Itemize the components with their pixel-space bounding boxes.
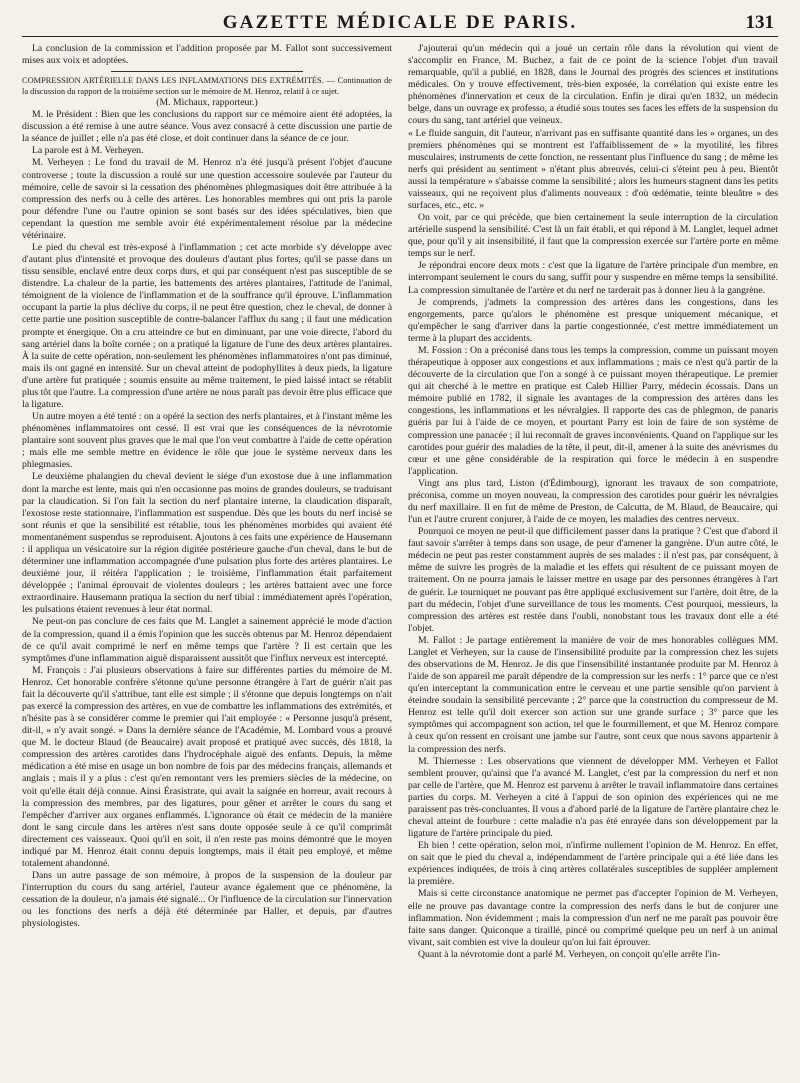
paragraph: Le deuxième phalangien du cheval devient le siége d'un exostose due à une inflammation dont la marche est lente, mais qui n'en occasionne pas moins de grandes douleurs, se traduisant par la claudication. Si l'on fait la section du nerf plantaire interne, la claudication disparaît, l'exostose reste stationnaire, l'inflammation est suspendue. Dès que les bouts du nerf incisé se sont réunis et que la sensibilité est rétablie, tous les phénomènes morbides qui avaient été momentanément suspendus se reproduisent. Ajoutons à ces faits une expérience de Hausemann : il appliqua un vésicatoire sur la région digitée postérieure gauche d'un cheval, dans le but de déterminer une inflammation accompagnée d'une pulsation plus forte des artères plantaires. Le deuxième jour, il réitéra l'application ; le troisième, l'inflammation était parfaitement développée ; l'animal éprouvait de violentes douleurs ; les artères battaient avec une force extraordinaire. Hausemann pratiqua la section du nerf tibial : immédiatement après l'opération, les pulsations étaient revenues à leur état normal.: [22, 471, 392, 616]
divider: [111, 71, 303, 72]
paragraph: Je comprends, j'admets la compression des artères dans les congestions, dans les engorgements, parce qu'alors le phénomène est presque uniquement mécanique, et qu'empêcher le sang d'arriver dans la partie congestionnée, c'est mettre immédiatement un terme à la plupart des accidents.: [408, 296, 778, 344]
left-column: [22, 43, 392, 961]
paragraph: Le pied du cheval est très-exposé à l'inflammation ; cet acte morbide s'y développe avec d'autant plus d'intensité et provoque des douleurs d'autant plus fortes, qu'il se passe dans un tissu sensible, enclavé entre deux corps durs, et qui par conséquent n'est pas susceptible de se distendre. La chaleur de la partie, les battements des artères plantaires, l'attitude de l'animal, témoignent de la violence de l'inflammation et de la souffrance qu'il éprouve. L'inflammation occupant la partie la plus déclive du corps, il ne peut être question, chez le cheval, de donner à cette partie une position susceptible de contre-balancer l'afflux du sang ; il faut une médication prompte et énergique. On a cru atteindre ce but en diminuant, par une voie directe, l'abord du sang artériel dans la boîte cornée ; on a pratiqué la ligature de l'une des deux artères plantaires. À la suite de cette opération, non-seulement les phénomènes inflammatoires n'ont pas diminué, mais ils ont gagné en intensité. Sur un cheval atteint de podophyllites à deux pieds, la ligature d'une artère fut pratiquée ; soumis ensuite au même traitement, le pied laissé intact se rétablit plus tôt que l'autre. La compression d'une artère ne nous paraît pas devoir être plus efficace que la ligature.: [22, 242, 392, 411]
paragraph: Quant à la névrotomie dont a parlé M. Verheyen, on conçoit qu'elle arrête l'in-: [418, 948, 721, 960]
paragraph: La conclusion de la commission et l'addition proposée par M. Fallot sont successivement mises aux voix et adoptées.: [22, 43, 392, 67]
quotation: [408, 128, 778, 213]
paragraph: Vingt ans plus tard, Liston (d'Édimbourg), ignorant les travaux de son compatriote, préconisa, comme un moyen nouveau, la compression des carotides pour guérir les névralgies du nerf maxillaire. Il en fut de même de Preston, de Calcutta, de M. Blaud, de Beaucaire, qui l'un et l'autre crurent conjurer, à l'aide de ce moyen, les maladies des centres nerveux.: [408, 477, 778, 526]
paragraph: Ne peut-on pas conclure de ces faits que M. Langlet a sainement apprécié le mode d'action de la compression, quand il a émis l'opinion que les succès obtenus par M. Henroz dépendaient de ce qu'il avait comprimé le nerf en même temps que l'artère ? Il est certain que les symptômes d'une inflammation aiguë disparaissent aussitôt que l'influx nerveux est intercepté.: [22, 616, 392, 664]
paragraph: On voit, par ce qui précède, que bien certainement la seule interruption de la circulation artérielle suspend la sensibilité. C'est là un fait établi, et qui répond à M. Langlet, lequel admet que, pour qu'il y ait insensibilité, il faut que la compression exercée sur l'artère porte en même temps sur le nerf.: [408, 212, 778, 260]
right-column: [408, 43, 778, 961]
page-number: 131: [745, 12, 774, 33]
paragraph: M. Fossion : On a préconisé dans tous les temps la compression, comme un puissant moyen thérapeutique à opposer aux congestions et aux inflammations ; mais ce n'est qu'à partir de la découverte de la circulation que l'on a songé à ce puissant moyen thérapeutique. Le premier qui ait cherché à le mettre en pratique est Caleb Hillier Parry, médecin écossais. Dans un mémoire publié en 1782, il signale les avantages de la compression des artères dans les congestions, les inflammations et les névralgies. Il rapporte des cas de phlegmon, de panaris guéris par lui à l'aide de ce moyen, et pourtant Parry est loin de faire de son système de compression une panacée ; il lui reconnaît de graves inconvénients. Quand on l'applique sur les carotides pour guérir des maladies de la tête, il peut, dit-il, amener à la suite des anévrismes du cœur et une gêne considérable de la respiration qui force le médecin à en suspendre l'application.: [408, 344, 778, 477]
paragraph: M. Verheyen : Le fond du travail de M. Henroz n'a été jusqu'à présent l'objet d'aucune controverse ; toute la discussion a roulé sur une question accessoire soulevée par l'auteur du mémoire, celle de savoir si la cessation des phénomènes phlegmasiques doit être attribuée à la compression des nerfs ou à celle des artères. Les honorables membres qui ont pris la parole pour défendre l'une ou l'autre opinion se sont basés sur des idées spéculatives, bien que cependant la question me semble avoir été expérimentalement résolue par la médecine vétérinaire.: [22, 157, 392, 241]
text-columns: [22, 43, 778, 961]
paragraph: M. Thiernesse : Les observations que viennent de développer MM. Verheyen et Fallot semblent prouver, qu'ainsi que l'a avancé M. Langlet, c'est par la compression du nerf et non par celle de l'artère, que M. Henroz est parvenu à arrêter le travail inflammatoire dans certaines parties du corps. M. Verheyen a cité à l'appui de son opinion des expériences qui ne me paraissent pas très-concluantes. Il vous a d'abord parlé de la ligature de l'artère plantaire chez le cheval atteint de fourbure : cette maladie n'a pas été enrayée dans son développement par la ligature de l'artère principale du pied.: [408, 755, 778, 840]
paragraph: Un autre moyen a été tenté : on a opéré la section des nerfs plantaires, et à l'instant même les phénomènes inflammatoires ont cessé. Il est vrai que les conséquences de la névrotomie plantaire sont souvent plus graves que le mal que l'on veut combattre à l'aide de cette opération ; mais elle me semble mettre en évidence le rôle que joue le système nerveux dans les phlegmasies.: [22, 411, 392, 471]
section-heading: COMPRESSION ARTÉRIELLE DANS LES INFLAMMATIONS DES EXTRÉMITÉS. — Continuation de la discussion du rapport de la troisième section sur le mémoire de M. Henroz, relatif à ce sujet.: [22, 76, 392, 96]
paragraph: Mais si cette circonstance anatomique ne permet pas d'accepter l'opinion de M. Verheyen, elle ne prouve pas davantage contre la compression des nerfs dans le but de conjurer une inflammation. Non évidemment ; mais la compression d'un nerf ne me paraît pas pouvoir être faite sans danger. Quiconque a tiraillé, pincé ou comprimé quelque peu un nerf à un animal vivant, sait combien est vive la douleur qu'on lui fait éprouver.: [408, 888, 778, 948]
paragraph: Dans un autre passage de son mémoire, à propos de la suspension de la douleur par l'interruption du cours du sang artériel, l'auteur avance également que ce phénomène, la cessation de la douleur, n'a jamais été signalé... Or l'influence de la circulation sur l'innervation ou les fonctions des nerfs a déjà été déterminée par Haller, et depuis, par d'autres physiologistes.: [22, 870, 392, 930]
paragraph: Je répondrai encore deux mots : c'est que la ligature de l'artère principale d'un membre, en interrompant seulement le cours du sang, suffit pour y suspendre en même temps la sensibilité. La compression simultanée de l'artère et du nerf ne tarderait pas à donner lieu à la gangrène.: [408, 260, 778, 296]
paragraph: M. François : J'ai plusieurs observations à faire sur différentes parties du mémoire de M. Henroz. Cet honorable confrère s'étonne qu'une personne étrangère à l'art de guérir n'ait pas fait la découverte qu'il s'attribue, tant elle est simple ; il s'étonne que depuis longtemps on n'ait pas exercé la compression des artères, en vue de combattre les inflammations des extrémités, et n'hésite pas à se considérer comme le premier qui l'ait employée : « Personne jusqu'à présent, dit-il, » n'y avait songé. » Dans la dernière séance de l'Académie, M. Lombard vous a prouvé que M. le docteur Blaud (de Beaucaire) avait proposé et pratiqué avec succès, dès 1818, la compression des artères carotides dans l'hydrocéphale aiguë des enfants. Depuis, la même médication a été mise en usage un bon nombre de fois par des médecins français, allemands et anglais ; mais il y a plus : c'est qu'en remontant vers les premiers siècles de la médecine, on voit qu'elle était déjà connue. Ainsi Érasistrate, qui avait la saignée en horreur, avait recours à la compression des membres, par des ligatures, pour gêner et arrêter le cours du sang et l'empêcher d'arriver aux organes enflammés. L'ignorance où était ce médecin de la manière dont le sang circule dans les artères n'est sans doute opposée seule à ce qu'il comprimât directement ces vaisseaux. Quoi qu'il en soit, il n'en reste pas moins démontré que le moyen indiqué par M. Henroz était connu depuis longtemps, mais il était peu employé, et même totalement abandonné.: [22, 664, 392, 869]
paragraph: M. Fallot : Je partage entièrement la manière de voir de mes honorables collègues MM. Langlet et Verheyen, sur la cause de l'insensibilité produite par la compression chez les sujets des observations de M. Henroz. Je dis que l'insensibilité instantanée produite par M. Henroz à l'aide de son appareil me paraît dépendre de la compression sur les nerfs : 1° parce que ce n'est qu'en interceptant la communication entre le cerveau et une partie sensible qu'on parvient à éteindre soudain la sensibilité percevante ; 2° parce que la construction du compresseur de M. Henroz est telle qu'il doit exercer son action sur une grande surface ; 3° parce que les symptômes qui accompagnent son action, tel que le fourmillement, et que M. Henroz compare à ceux qu'on ressent en croisant une jambe sur l'autre, sont ceux que nous savons appartenir à la compression des nerfs.: [408, 634, 778, 755]
paragraph: Eh bien ! cette opération, selon moi, n'infirme nullement l'opinion de M. Henroz. En effet, on sait que le pied du cheval a, indépendamment de l'artère principale qui a été liée dans les expériences indiquées, de trois à cinq artères collatérales susceptibles de suppléer amplement la première.: [408, 840, 778, 888]
rapporteur-line: (M. Michaux, rapporteur.): [156, 97, 258, 109]
paragraph: Pourquoi ce moyen ne peut-il que difficilement passer dans la pratique ? C'est que d'abord il faut savoir s'arrêter à temps dans son usage, de peur d'amener la gangrène. D'un autre côté, le médecin ne peut pas rester constamment auprès de ses malades : il n'est pas, par conséquent, à même de suivre les progrès de la maladie et les effets qui résultent de ce puissant moyen de traitement. On ne pourra jamais le laisser mettre en usage par des personnes étrangères à l'art de guérir. Le tourniquet ne pouvant pas être appliqué exclusivement sur l'artère, doit être, de la part du médecin, l'objet d'une surveillance de tous les moments. C'est pourquoi, messieurs, la compression des artères est restée dans l'oubli, nonobstant tous les travaux dont elle a été l'objet.: [408, 526, 778, 634]
quotation-text: « Le fluide sanguin, dit l'auteur, n'arrivant pas en suffisante quantité dans les » organes, un des premiers phénomènes qui se montrent est l'affaiblissement de » la myotilité, les fibres musculaires, instruments de cette fonction, ne ressentant plus l'influence du sang ; de même les nerfs qui président au sentiment » n'étant plus abreuvés, celui-ci s'éteint peu à peu. Bientôt aussi la température » s'abaisse comme la sensibilité ; alors les humeurs stagnent dans les petits vaisseaux, qui ne reçoivent plus d'aliments nouveaux : d'où œdématie, teinte bleuâtre » des surfaces, etc., etc. »: [408, 127, 778, 212]
paragraph: La parole est à M. Verheyen.: [32, 145, 144, 157]
paragraph: M. le Président : Bien que les conclusions du rapport sur ce mémoire aient été adoptées, la discussion a été remise à une autre séance. Vous avez consacré à cette discussion une partie de la séance de juillet ; elle n'a pas été close, et doit continuer dans la séance de ce jour.: [22, 109, 392, 145]
paragraph: J'ajouterai qu'un médecin qui a joué un certain rôle dans la révolution qui vient de s'accomplir en France, M. Buchez, a fait de ce point de la science l'objet d'un travail remarquable, qu'il a publié, en 1828, dans le Journal des progrès des sciences et institutions médicales. On y trouve effectivement, très-bien exposée, la corrélation qui existe entre les phénomènes d'innervation et ceux de la circulation. Enfin je dirai qu'en 1832, un médecin belge, dans un ouvrage ex professo, a étudié sous toutes ses faces les effets de la suspension du cours du sang, tant artériel que veineux.: [408, 43, 778, 127]
page-header: [22, 6, 778, 37]
journal-title: GAZETTE MÉDICALE DE PARIS.: [222, 12, 578, 33]
